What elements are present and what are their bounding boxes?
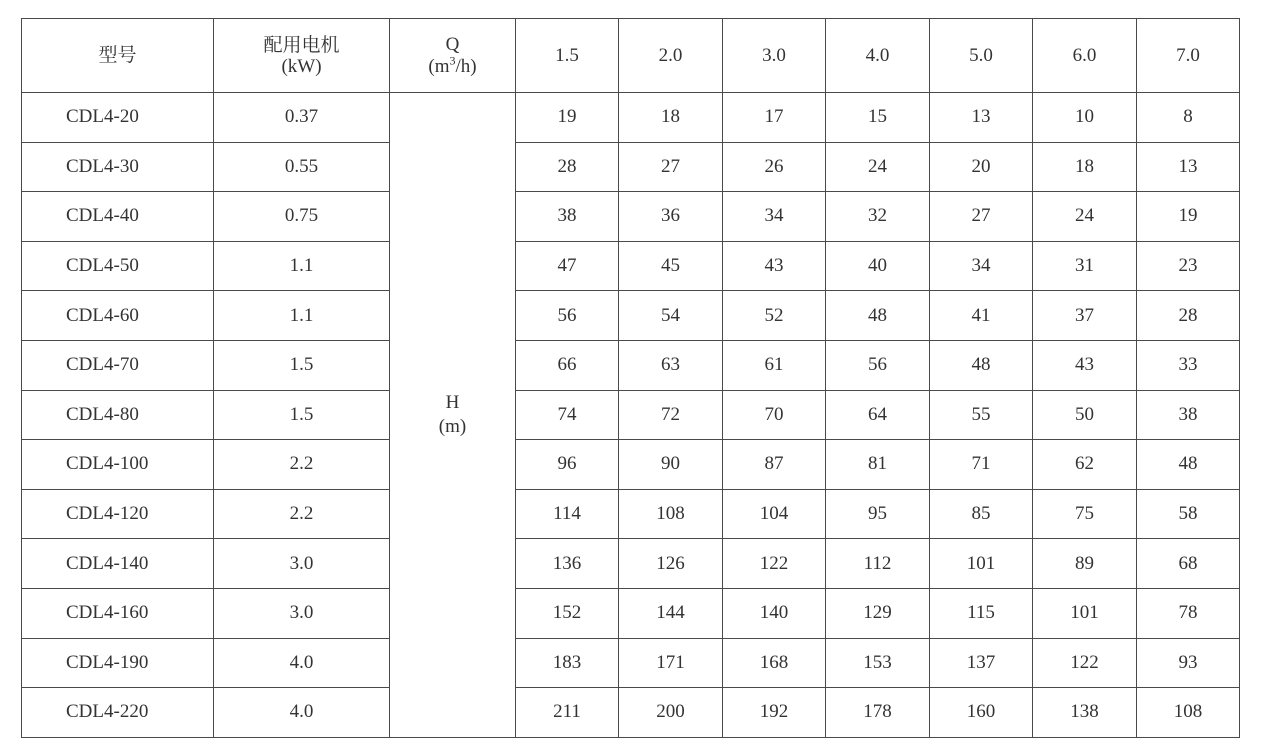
- head-value-cell: 171: [619, 638, 723, 688]
- model-header: [22, 19, 214, 93]
- table-row: [22, 688, 1240, 738]
- head-value-cell: 74: [516, 390, 619, 440]
- head-value-cell: 93: [1137, 638, 1240, 688]
- table-row: [22, 489, 1240, 539]
- head-value-cell: 62: [1033, 440, 1137, 490]
- head-value-cell: 71: [930, 440, 1033, 490]
- head-value-cell: 19: [1137, 192, 1240, 242]
- head-value-cell: 115: [930, 588, 1033, 638]
- head-value-cell: 41: [930, 291, 1033, 341]
- head-value-cell: 168: [723, 638, 826, 688]
- flow-value-header: 4.0: [826, 19, 930, 93]
- head-value-cell: 48: [1137, 440, 1240, 490]
- head-value-cell: 95: [826, 489, 930, 539]
- head-value-cell: 78: [1137, 588, 1240, 638]
- head-value-cell: 27: [930, 192, 1033, 242]
- head-value-cell: 96: [516, 440, 619, 490]
- head-value-cell: 178: [826, 688, 930, 738]
- head-value-cell: 64: [826, 390, 930, 440]
- head-value-cell: 122: [1033, 638, 1137, 688]
- head-value-cell: 31: [1033, 241, 1137, 291]
- head-value-cell: 48: [930, 340, 1033, 390]
- motor-power-cell: 0.75: [214, 192, 390, 242]
- motor-power-cell: 1.5: [214, 340, 390, 390]
- head-value-cell: 18: [1033, 142, 1137, 192]
- head-value-cell: 112: [826, 539, 930, 589]
- header-row: [22, 19, 1240, 93]
- model-cell: CDL4-220: [22, 688, 214, 738]
- flow-header-symbol: Q: [445, 33, 460, 55]
- model-cell: CDL4-190: [22, 638, 214, 688]
- head-value-cell: 70: [723, 390, 826, 440]
- table-row: [22, 440, 1240, 490]
- motor-power-cell: 3.0: [214, 539, 390, 589]
- head-value-cell: 52: [723, 291, 826, 341]
- head-value-cell: 87: [723, 440, 826, 490]
- motor-power-cell: 1.1: [214, 291, 390, 341]
- motor-power-cell: 4.0: [214, 638, 390, 688]
- head-value-cell: 24: [826, 142, 930, 192]
- head-value-cell: 72: [619, 390, 723, 440]
- head-value-cell: 81: [826, 440, 930, 490]
- head-value-cell: 126: [619, 539, 723, 589]
- flow-value-header: 6.0: [1033, 19, 1137, 93]
- motor-power-cell: 2.2: [214, 440, 390, 490]
- head-value-cell: 66: [516, 340, 619, 390]
- head-value-cell: 43: [723, 241, 826, 291]
- motor-power-cell: 0.55: [214, 142, 390, 192]
- head-value-cell: 101: [1033, 588, 1137, 638]
- table-row: [22, 241, 1240, 291]
- head-value-cell: 114: [516, 489, 619, 539]
- flow-value-header: 1.5: [516, 19, 619, 93]
- table-row: [22, 192, 1240, 242]
- model-cell: CDL4-40: [22, 192, 214, 242]
- head-value-cell: 56: [516, 291, 619, 341]
- model-cell: CDL4-30: [22, 142, 214, 192]
- table-row: [22, 390, 1240, 440]
- motor-power-header: [214, 19, 390, 93]
- head-value-cell: 144: [619, 588, 723, 638]
- head-value-cell: 63: [619, 340, 723, 390]
- head-value-cell: 104: [723, 489, 826, 539]
- flow-value-header: 5.0: [930, 19, 1033, 93]
- head-value-cell: 108: [619, 489, 723, 539]
- head-value-cell: 26: [723, 142, 826, 192]
- head-value-cell: 36: [619, 192, 723, 242]
- head-value-cell: 85: [930, 489, 1033, 539]
- head-value-cell: 8: [1137, 93, 1240, 143]
- head-value-cell: 211: [516, 688, 619, 738]
- head-value-cell: 10: [1033, 93, 1137, 143]
- head-label-unit: (m): [438, 415, 467, 437]
- flow-value-header: 2.0: [619, 19, 723, 93]
- head-value-cell: 17: [723, 93, 826, 143]
- head-value-cell: 138: [1033, 688, 1137, 738]
- head-value-cell: 55: [930, 390, 1033, 440]
- motor-power-cell: 2.2: [214, 489, 390, 539]
- table-body: [22, 93, 1240, 738]
- head-value-cell: 54: [619, 291, 723, 341]
- motor-power-cell: 1.5: [214, 390, 390, 440]
- head-value-cell: 58: [1137, 489, 1240, 539]
- motor-power-cell: 0.37: [214, 93, 390, 143]
- head-value-cell: 23: [1137, 241, 1240, 291]
- head-value-cell: 34: [723, 192, 826, 242]
- table-row: [22, 340, 1240, 390]
- head-value-cell: 153: [826, 638, 930, 688]
- head-value-cell: 20: [930, 142, 1033, 192]
- model-cell: CDL4-70: [22, 340, 214, 390]
- model-cell: CDL4-80: [22, 390, 214, 440]
- head-value-cell: 90: [619, 440, 723, 490]
- motor-power-cell: 4.0: [214, 688, 390, 738]
- head-value-cell: 48: [826, 291, 930, 341]
- head-value-cell: 13: [930, 93, 1033, 143]
- model-cell: CDL4-50: [22, 241, 214, 291]
- table-row: [22, 588, 1240, 638]
- head-value-cell: 50: [1033, 390, 1137, 440]
- model-cell: CDL4-60: [22, 291, 214, 341]
- head-value-cell: 75: [1033, 489, 1137, 539]
- head-value-cell: 183: [516, 638, 619, 688]
- table-row: [22, 291, 1240, 341]
- motor-power-cell: 1.1: [214, 241, 390, 291]
- model-cell: CDL4-20: [22, 93, 214, 143]
- head-value-cell: 37: [1033, 291, 1137, 341]
- motor-power-cell: 3.0: [214, 588, 390, 638]
- head-value-cell: 28: [1137, 291, 1240, 341]
- head-value-cell: 33: [1137, 340, 1240, 390]
- motor-power-header-label: 配用电机: [263, 33, 340, 56]
- head-value-cell: 140: [723, 588, 826, 638]
- table-row: [22, 93, 1240, 143]
- model-cell: CDL4-140: [22, 539, 214, 589]
- head-value-cell: 43: [1033, 340, 1137, 390]
- head-value-cell: 38: [1137, 390, 1240, 440]
- head-value-cell: 13: [1137, 142, 1240, 192]
- head-value-cell: 89: [1033, 539, 1137, 589]
- head-value-cell: 34: [930, 241, 1033, 291]
- table-row: [22, 142, 1240, 192]
- head-value-cell: 47: [516, 241, 619, 291]
- flow-header-unit: $(m^3/h)$: [428, 53, 477, 77]
- head-value-cell: 192: [723, 688, 826, 738]
- flow-value-header: 7.0: [1137, 19, 1240, 93]
- flow-header: [390, 19, 516, 93]
- model-header-label: 型号: [98, 44, 137, 66]
- pump-performance-table: [21, 18, 1240, 738]
- head-value-cell: 108: [1137, 688, 1240, 738]
- head-value-cell: 27: [619, 142, 723, 192]
- head-value-cell: 32: [826, 192, 930, 242]
- head-value-cell: 19: [516, 93, 619, 143]
- head-value-cell: 68: [1137, 539, 1240, 589]
- head-value-cell: 152: [516, 588, 619, 638]
- head-value-cell: 160: [930, 688, 1033, 738]
- head-value-cell: 129: [826, 588, 930, 638]
- head-value-cell: 24: [1033, 192, 1137, 242]
- head-value-cell: 136: [516, 539, 619, 589]
- head-value-cell: 15: [826, 93, 930, 143]
- head-value-cell: 38: [516, 192, 619, 242]
- model-cell: CDL4-100: [22, 440, 214, 490]
- head-value-cell: 18: [619, 93, 723, 143]
- head-value-cell: 61: [723, 340, 826, 390]
- table-row: [22, 638, 1240, 688]
- flow-value-header: 3.0: [723, 19, 826, 93]
- head-value-cell: 28: [516, 142, 619, 192]
- head-value-cell: 40: [826, 241, 930, 291]
- model-cell: CDL4-160: [22, 588, 214, 638]
- head-value-cell: 101: [930, 539, 1033, 589]
- head-value-cell: 45: [619, 241, 723, 291]
- motor-power-header-unit: (kW): [281, 55, 322, 77]
- head-value-cell: 137: [930, 638, 1033, 688]
- model-cell: CDL4-120: [22, 489, 214, 539]
- head-label-symbol: H: [445, 391, 460, 413]
- head-label-cell: [390, 93, 516, 738]
- head-value-cell: 56: [826, 340, 930, 390]
- table-row: [22, 539, 1240, 589]
- head-value-cell: 122: [723, 539, 826, 589]
- head-value-cell: 200: [619, 688, 723, 738]
